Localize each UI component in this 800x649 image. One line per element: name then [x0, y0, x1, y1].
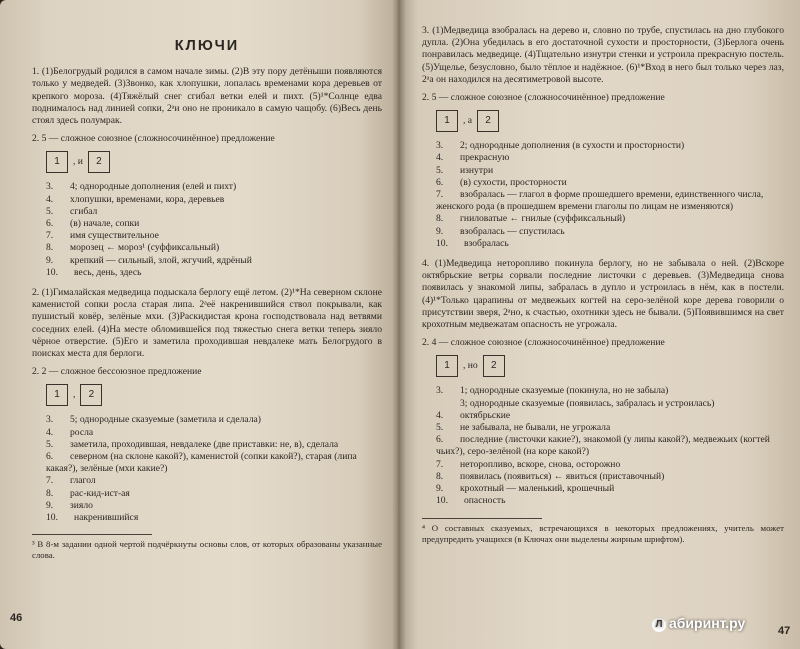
answer-text: крохотный — маленький, крошечный	[460, 483, 615, 495]
scheme-box-2: 2	[483, 355, 505, 377]
answer-item	[46, 414, 382, 426]
page-title: КЛЮЧИ	[174, 38, 240, 54]
scheme-box-2: 2	[80, 384, 102, 406]
answer-text: (в) начале, сопки	[70, 218, 140, 230]
answer-item	[46, 439, 382, 451]
exercise-4-scheme-label: 2. 4 — сложное союзное (сложносочинённое) предложение	[422, 337, 665, 349]
answer-number: 9.	[46, 254, 54, 266]
answer-item	[436, 471, 784, 483]
answer-text: изнутри	[460, 164, 494, 176]
book-gutter	[392, 0, 406, 649]
scheme-connector: , а	[463, 115, 473, 127]
answer-text: 1; однородные сказуемые (покинула, но не забыла)	[460, 385, 669, 397]
answer-number: 7.	[46, 230, 54, 242]
exercise-3-scheme	[436, 106, 784, 136]
answer-number: 7.	[436, 189, 444, 201]
scheme-connector: , но	[463, 360, 478, 372]
scheme-box-1: 1	[436, 355, 458, 377]
exercise-2-scheme-label: 2. 2 — сложное бессоюзное предложение	[32, 366, 202, 378]
scheme-connector: ,	[73, 389, 76, 401]
exercise-2-scheme	[46, 380, 382, 410]
answer-item	[46, 512, 382, 524]
answer-number: 5.	[46, 438, 54, 450]
answer-text: имя существительное	[70, 230, 159, 242]
answer-item	[436, 495, 784, 507]
answer-item	[46, 475, 382, 487]
answer-text: накренившийся	[74, 512, 139, 524]
footnote-divider	[32, 534, 152, 535]
answer-number: 5.	[436, 164, 444, 176]
left-page	[0, 0, 398, 649]
answer-text: рас-кид-ист-ая	[70, 487, 130, 499]
answer-text: зияло	[70, 499, 93, 511]
answer-number: 6.	[46, 218, 54, 230]
answer-item	[46, 194, 382, 206]
answer-text: появилась (появиться) ← явиться (приставочный)	[460, 470, 665, 482]
left-page-number: 46	[10, 612, 23, 624]
answer-number: 3.	[46, 414, 54, 426]
exercise-3-text: 3. (1)Медведица взобралась на дерево и, словно по трубе, спустилась на дно глубокого дупла. (2)Она убедилась в его достаточной сухости и просторности, (3)Берлога очень понравилась медведице. (4)Тщательно изнутри стенки и устроила прекрасную постель. (5)Ущелье, безусловно, было тёплое и надёжное. (6)¹*Вход в него был только через лаз, 2ᵃа он находился на десятиметровой высоте.	[422, 25, 784, 85]
exercise-4-text: 4. (1)Медведица неторопливо покинула берлогу, но не забывала о ней. (2)Вскоре октябрьские ветры сорвали последние листочки с деревьев. (3)Медведица снова появилась у знакомой липы, забралась в дупло и устроилась в нём, как в постели. (4)¹*Только царапины от медвежьих когтей на серо-зелёной коре дерева говорили о присутствии зверя, 2ᵃно, к счастью, охотники здесь не бывали. (5)Появившимся на свет крохотным медвежатам опасность не угрожала.	[422, 258, 784, 331]
answer-number: 4.	[436, 409, 444, 421]
answer-item	[436, 410, 784, 422]
right-page-number: 47	[778, 625, 791, 637]
answer-text: северном (на склоне какой?), каменистой (сопки какой?), старая (липа какая?), зелёные (мхи какие?)	[46, 451, 357, 475]
answer-item	[46, 230, 382, 242]
answer-text: морозец ← мороз¹ (суффиксальный)	[70, 242, 220, 254]
answer-number: 10.	[436, 237, 448, 249]
exercise-4-scheme	[436, 351, 784, 381]
answer-item	[436, 189, 784, 213]
answer-item	[46, 206, 382, 218]
answer-number: 10.	[436, 495, 448, 507]
answer-text: 3; однородные сказуемые (появилась, забралась и устроилась)	[460, 397, 715, 409]
answer-text: прекрасную	[460, 152, 510, 164]
answer-item	[46, 218, 382, 230]
exercise-2-text: 2. (1)Гималайская медведица подыскала берлогу ещё летом. (2)¹*На северном склоне каменистой сопки росла старая липа. 2ᵃеё накренившийся ствол покрывали, как пушистый ковёр, зелёные мхи. (3)Раскидистая крона господствовала над ветвями соседних елей. (4)На месте обломившейся под тяжестью снега ветки теперь зияло чёрное отверстие. (5)Его и заметила проходившая невдалеке мать Белогрудого в поисках места для берлоги.	[32, 287, 382, 360]
answer-number: 4.	[46, 426, 54, 438]
answer-item	[436, 152, 784, 164]
scheme-box-2: 2	[477, 110, 499, 132]
answer-text: взобралась — спустилась	[460, 225, 565, 237]
answer-item	[46, 427, 382, 439]
answer-number: 6.	[46, 451, 54, 463]
answer-item	[436, 459, 784, 471]
answer-item	[46, 181, 382, 193]
answer-text: гниловатые ← гнилые (суффиксальный)	[460, 213, 626, 225]
answer-text: последние (листочки какие?), знакомой (у липы какой?), медвежьих (когтей чьих?), серо-зелёной (на коре какой?)	[436, 434, 770, 458]
answer-number: 9.	[436, 483, 444, 495]
answer-item	[46, 255, 382, 267]
answer-item	[46, 500, 382, 512]
answer-item	[436, 213, 784, 225]
exercise-4-answers	[436, 385, 784, 507]
answer-number: 4.	[436, 152, 444, 164]
answer-item	[436, 140, 784, 152]
scheme-box-1: 1	[46, 384, 68, 406]
footnote-divider	[422, 518, 542, 519]
right-page-content	[422, 25, 784, 545]
answer-number: 10.	[46, 266, 58, 278]
right-page	[398, 0, 800, 649]
watermark-text: абиринт.ру	[669, 615, 746, 631]
answer-item	[436, 165, 784, 177]
answer-number: 8.	[436, 470, 444, 482]
answer-text: октябрьские	[460, 409, 511, 421]
exercise-3-scheme-label: 2. 5 — сложное союзное (сложносочинённое) предложение	[422, 92, 665, 104]
scheme-box-2: 2	[88, 151, 110, 173]
answer-number: 7.	[436, 458, 444, 470]
scheme-box-1: 1	[46, 151, 68, 173]
answer-text: заметила, проходившая, невдалеке (две приставки: не, в), сделала	[70, 438, 339, 450]
scheme-box-1: 1	[436, 110, 458, 132]
answer-text: сгибал	[70, 205, 98, 217]
answer-item	[46, 488, 382, 500]
answer-item	[436, 434, 784, 458]
answer-number: 9.	[436, 225, 444, 237]
answer-number: 6.	[436, 434, 444, 446]
answer-number: 6.	[436, 176, 444, 188]
answer-item	[436, 226, 784, 238]
answer-text: взобралась — глагол в форме прошедшего времени, единственного числа, женского рода (в прошедшем времени глаголы по лицам не изменяются)	[436, 189, 764, 213]
right-footnote: ⁴ О составных сказуемых, встречающихся в некоторых предложениях, учитель может предупредить учащихся (в Ключах они выделены жирным шрифтом).	[422, 522, 784, 544]
answer-number: 5.	[46, 205, 54, 217]
answer-text: (в) сухости, просторности	[460, 176, 567, 188]
answer-item	[46, 242, 382, 254]
answer-text: хлопушки, временами, кора, деревьев	[70, 193, 225, 205]
answer-number: 8.	[436, 213, 444, 225]
answer-item	[46, 267, 382, 279]
answer-text: росла	[70, 426, 94, 438]
left-page-content	[32, 40, 382, 561]
answer-item	[436, 483, 784, 495]
exercise-3-answers	[436, 140, 784, 250]
exercise-1-scheme	[46, 147, 382, 177]
answer-text: опасность	[464, 495, 506, 507]
answer-text: 4; однородные дополнения (елей и пихт)	[70, 181, 237, 193]
answer-number: 9.	[46, 499, 54, 511]
labirint-watermark	[652, 615, 745, 632]
answer-text: неторопливо, вскоре, снова, осторожно	[460, 458, 621, 470]
labirint-logo-icon: Л	[652, 618, 666, 632]
left-footnote: ³ В 8-м задании одной чертой подчёркнуты основы слов, от которых образованы указанные слова.	[32, 539, 382, 561]
exercise-1-scheme-label: 2. 5 — сложное союзное (сложносочинённое) предложение	[32, 133, 275, 145]
answer-number: 7.	[46, 475, 54, 487]
answer-text: глагол	[70, 475, 96, 487]
answer-item	[46, 451, 382, 475]
exercise-1-answers	[46, 181, 382, 279]
answer-text: не забывала, не бывали, не угрожала	[460, 422, 611, 434]
answer-number: 8.	[46, 242, 54, 254]
answer-number: 8.	[46, 487, 54, 499]
answer-number: 4.	[46, 193, 54, 205]
answer-item	[436, 238, 784, 250]
answer-item	[436, 422, 784, 434]
answer-number: 3.	[436, 385, 444, 397]
answer-text: 2; однородные дополнения (в сухости и просторности)	[460, 140, 685, 152]
exercise-2-answers	[46, 414, 382, 524]
answer-text: взобралась	[464, 237, 509, 249]
answer-text: весь, день, здесь	[74, 266, 142, 278]
answer-number: 5.	[436, 422, 444, 434]
answer-number: 3.	[436, 140, 444, 152]
answer-item	[436, 177, 784, 189]
answer-text: 5; однородные сказуемые (заметила и сделала)	[70, 414, 261, 426]
answer-number: 3.	[46, 181, 54, 193]
answer-item	[436, 385, 784, 397]
answer-number: 10.	[46, 512, 58, 524]
answer-item	[436, 398, 784, 410]
answer-text: крепкий — сильный, злой, жгучий, ядрёный	[70, 254, 252, 266]
scheme-connector: , и	[73, 156, 83, 168]
exercise-1-text: 1. (1)Белогрудый родился в самом начале зимы. (2)В эту пору детёныши появляются только у медведей. (3)Звонко, как хлопушки, лопалась временами кора деревьев от крепкого мороза. (4)Тяжёлый снег сгибал ветки елей и пихт. (5)¹*Солнце едва поднималось над линией сопки, 2ᵃи оно не проникало в самую чащобу. (6)Весь день стоял здесь полумрак.	[32, 66, 382, 127]
